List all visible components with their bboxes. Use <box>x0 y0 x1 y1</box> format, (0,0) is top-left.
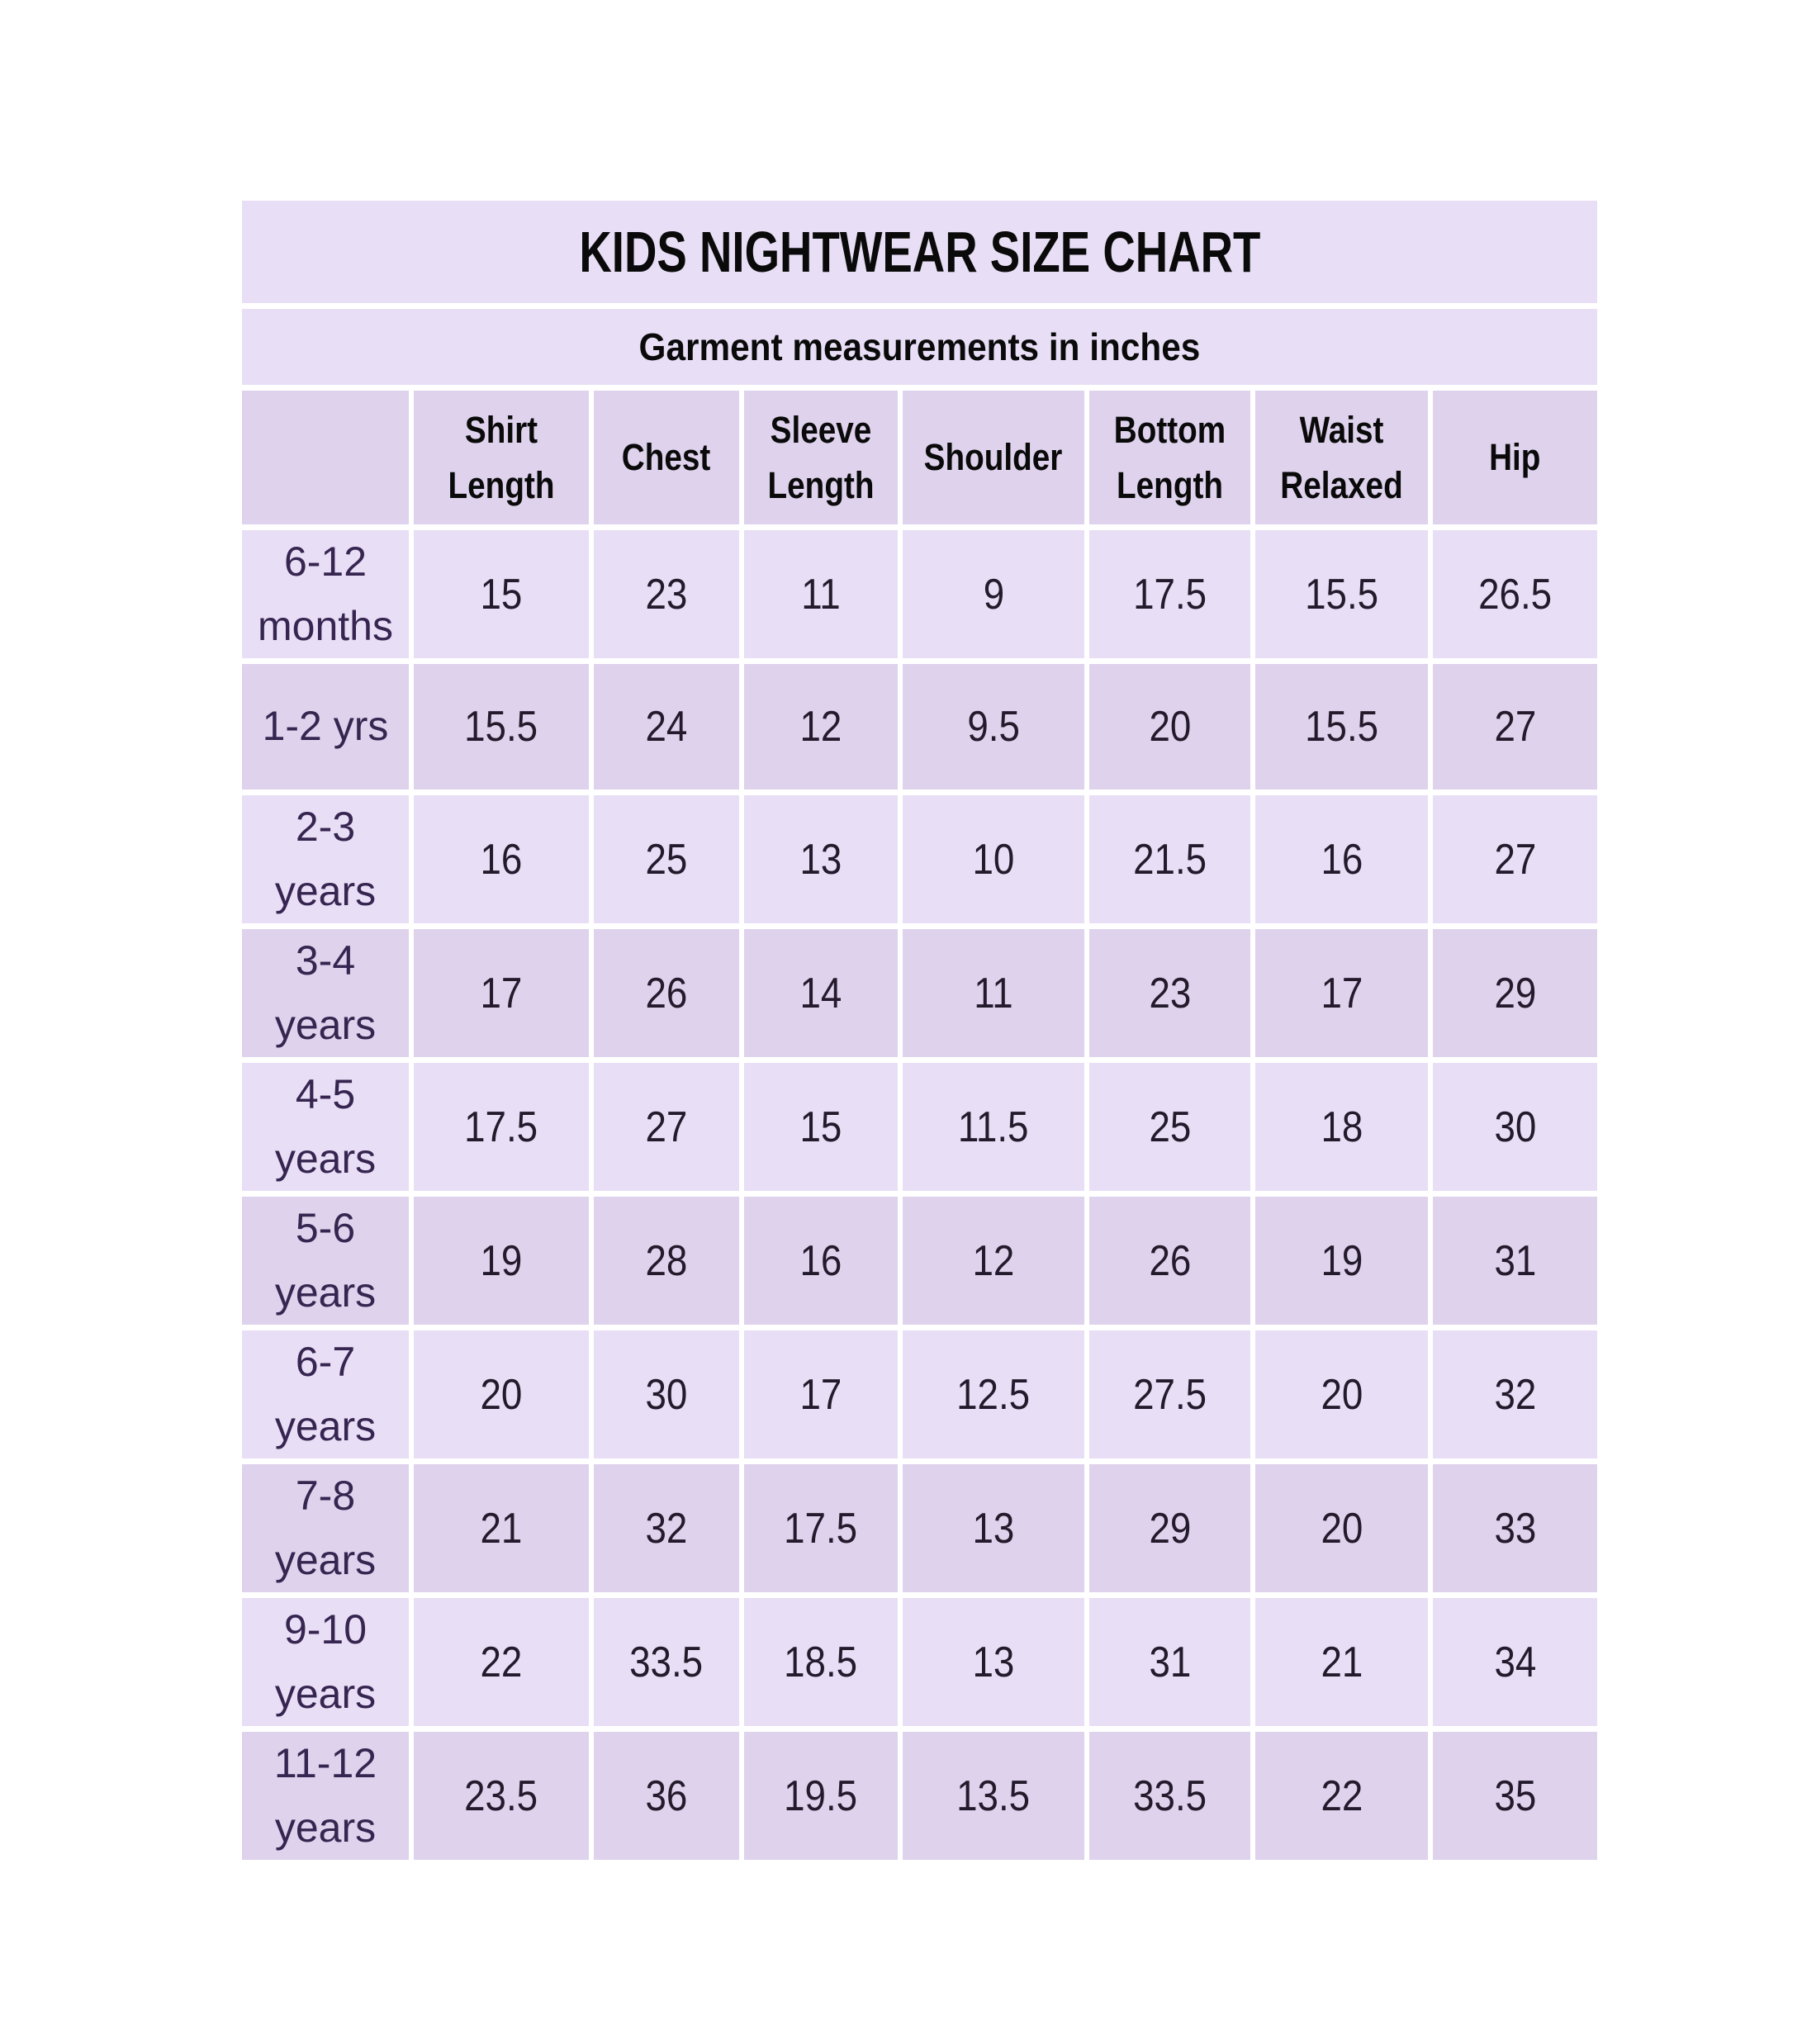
row-label-cell <box>242 1464 409 1592</box>
value-cell <box>594 795 739 923</box>
measurement-value: 27 <box>1494 703 1536 751</box>
measurement-value: 34 <box>1494 1638 1536 1686</box>
value-cell <box>594 1464 739 1592</box>
measurement-value: 12 <box>972 1236 1015 1285</box>
measurement-value: 28 <box>645 1236 688 1285</box>
title-cell <box>242 201 1597 303</box>
value-cell <box>1433 1732 1597 1860</box>
value-cell <box>1433 530 1597 658</box>
row-label-cell <box>242 1330 409 1458</box>
value-cell <box>1255 1598 1428 1726</box>
col-header-chest: Chest <box>594 391 739 524</box>
row-label: 6-7 years <box>274 1339 377 1449</box>
value-cell <box>744 1464 898 1592</box>
measurement-value: 16 <box>799 1236 842 1285</box>
row-label: 2-3 years <box>274 804 377 914</box>
value-cell <box>1089 1464 1250 1592</box>
measurement-value: 21 <box>1321 1638 1363 1686</box>
value-cell <box>1089 1598 1250 1726</box>
measurement-value: 15.5 <box>1304 570 1379 619</box>
col-header-hip: Hip <box>1433 391 1597 524</box>
measurement-value: 19 <box>480 1236 523 1285</box>
value-cell <box>414 1732 589 1860</box>
measurement-value: 30 <box>1494 1103 1536 1151</box>
value-cell <box>1255 1197 1428 1325</box>
value-cell <box>1433 1598 1597 1726</box>
measurement-value: 9 <box>983 570 1004 619</box>
measurement-value: 15.5 <box>1304 703 1379 751</box>
value-cell <box>1255 530 1428 658</box>
value-cell <box>1433 664 1597 790</box>
value-cell <box>903 1063 1084 1191</box>
measurement-value: 22 <box>1321 1771 1363 1820</box>
value-cell <box>1255 1063 1428 1191</box>
value-cell <box>594 1598 739 1726</box>
measurement-value: 16 <box>1321 835 1363 884</box>
measurement-value: 24 <box>645 703 688 751</box>
value-cell <box>903 530 1084 658</box>
value-cell <box>414 1330 589 1458</box>
measurement-value: 19 <box>1321 1236 1363 1285</box>
measurement-value: 31 <box>1494 1236 1536 1285</box>
measurement-value: 11.5 <box>958 1103 1029 1151</box>
measurement-value: 35 <box>1494 1771 1536 1820</box>
measurement-value: 26.5 <box>1477 570 1553 619</box>
col-header-sleeve-length: Sleeve Length <box>744 391 898 524</box>
value-cell <box>1433 1330 1597 1458</box>
measurement-value: 10 <box>972 835 1015 884</box>
value-cell <box>744 795 898 923</box>
measurement-value: 18.5 <box>784 1638 858 1686</box>
value-cell <box>1089 795 1250 923</box>
measurement-value: 15 <box>799 1103 842 1151</box>
value-cell <box>594 530 739 658</box>
measurement-value: 13 <box>972 1504 1015 1553</box>
value-cell <box>903 1330 1084 1458</box>
measurement-value: 36 <box>645 1771 688 1820</box>
value-cell <box>1089 664 1250 790</box>
table-row <box>242 530 1597 658</box>
corner-cell <box>242 391 409 524</box>
col-header-shoulder: Shoulder <box>903 391 1084 524</box>
value-cell <box>1089 1330 1250 1458</box>
table-row <box>242 1063 1597 1191</box>
row-label-cell <box>242 530 409 658</box>
row-label: 9-10 years <box>274 1606 377 1717</box>
table-row <box>242 1464 1597 1592</box>
measurement-value: 17.5 <box>464 1103 538 1151</box>
value-cell <box>414 1464 589 1592</box>
measurement-value: 12 <box>799 703 842 751</box>
value-cell <box>594 1732 739 1860</box>
row-label-cell <box>242 664 409 790</box>
value-cell <box>903 664 1084 790</box>
value-cell <box>1433 1063 1597 1191</box>
row-label-cell <box>242 1197 409 1325</box>
value-cell <box>903 929 1084 1057</box>
row-label-cell <box>242 929 409 1057</box>
table-row <box>242 1598 1597 1726</box>
value-cell <box>903 795 1084 923</box>
table-row <box>242 929 1597 1057</box>
measurement-value: 32 <box>1494 1370 1536 1419</box>
value-cell <box>744 929 898 1057</box>
value-cell <box>1089 1063 1250 1191</box>
value-cell <box>1089 1197 1250 1325</box>
chart-title: KIDS NIGHTWEAR SIZE CHART <box>578 220 1261 284</box>
value-cell <box>1255 1732 1428 1860</box>
measurement-value: 17 <box>799 1370 842 1419</box>
measurement-value: 33 <box>1494 1504 1536 1553</box>
measurement-value: 23 <box>645 570 688 619</box>
value-cell <box>1433 1197 1597 1325</box>
value-cell <box>594 1197 739 1325</box>
measurement-value: 20 <box>1321 1370 1363 1419</box>
measurement-value: 13 <box>799 835 842 884</box>
measurement-value: 33.5 <box>1132 1771 1207 1820</box>
measurement-value: 29 <box>1149 1504 1191 1553</box>
measurement-value: 33.5 <box>629 1638 704 1686</box>
value-cell <box>1089 1732 1250 1860</box>
measurement-value: 23.5 <box>464 1771 538 1820</box>
measurement-value: 9.5 <box>967 703 1020 751</box>
row-label-cell <box>242 795 409 923</box>
value-cell <box>744 530 898 658</box>
value-cell <box>744 664 898 790</box>
measurement-value: 13.5 <box>956 1771 1031 1820</box>
row-label-cell <box>242 1063 409 1191</box>
header-row <box>242 391 1597 524</box>
row-label: 5-6 years <box>274 1205 377 1316</box>
table-row <box>242 664 1597 790</box>
value-cell <box>1433 929 1597 1057</box>
measurement-value: 20 <box>1149 703 1191 751</box>
measurement-value: 18 <box>1321 1103 1363 1151</box>
subtitle-row <box>242 309 1597 385</box>
value-cell <box>903 1464 1084 1592</box>
value-cell <box>1255 929 1428 1057</box>
table-row <box>242 795 1597 923</box>
measurement-value: 22 <box>480 1638 523 1686</box>
value-cell <box>594 664 739 790</box>
measurement-value: 27 <box>1494 835 1536 884</box>
value-cell <box>594 1063 739 1191</box>
value-cell <box>744 1063 898 1191</box>
measurement-value: 17 <box>480 969 523 1017</box>
value-cell <box>594 1330 739 1458</box>
measurement-value: 20 <box>480 1370 523 1419</box>
value-cell <box>744 1197 898 1325</box>
measurement-value: 21 <box>480 1504 523 1553</box>
measurement-value: 11 <box>801 570 841 619</box>
title-row <box>242 201 1597 303</box>
value-cell <box>1089 929 1250 1057</box>
measurement-value: 15 <box>480 570 523 619</box>
value-cell <box>1255 1330 1428 1458</box>
value-cell <box>1255 1464 1428 1592</box>
value-cell <box>1089 530 1250 658</box>
measurement-value: 14 <box>799 969 842 1017</box>
value-cell <box>414 929 589 1057</box>
measurement-value: 19.5 <box>784 1771 858 1820</box>
measurement-value: 26 <box>1149 1236 1191 1285</box>
subtitle-cell <box>242 309 1597 385</box>
value-cell <box>903 1598 1084 1726</box>
measurement-value: 20 <box>1321 1504 1363 1553</box>
value-cell <box>744 1732 898 1860</box>
value-cell <box>414 1598 589 1726</box>
measurement-value: 21.5 <box>1132 835 1207 884</box>
measurement-value: 29 <box>1494 969 1536 1017</box>
value-cell <box>744 1598 898 1726</box>
value-cell <box>903 1732 1084 1860</box>
table-row <box>242 1732 1597 1860</box>
measurement-value: 17 <box>1321 969 1363 1017</box>
measurement-value: 26 <box>645 969 688 1017</box>
value-cell <box>414 1063 589 1191</box>
row-label: 4-5 years <box>274 1071 377 1182</box>
row-label: 6-12 months <box>258 538 393 649</box>
table-row <box>242 1197 1597 1325</box>
measurement-value: 16 <box>480 835 523 884</box>
table-body <box>242 530 1597 1860</box>
col-header-shirt-length: Shirt Length <box>414 391 589 524</box>
table-row <box>242 1330 1597 1458</box>
value-cell <box>414 664 589 790</box>
measurement-value: 30 <box>645 1370 688 1419</box>
measurement-value: 23 <box>1149 969 1191 1017</box>
measurement-value: 31 <box>1149 1638 1191 1686</box>
value-cell <box>1255 664 1428 790</box>
value-cell <box>414 795 589 923</box>
row-label-cell <box>242 1732 409 1860</box>
measurement-value: 27 <box>645 1103 688 1151</box>
row-label: 7-8 years <box>274 1473 377 1583</box>
chart-subtitle: Garment measurements in inches <box>638 325 1201 368</box>
row-label-cell <box>242 1598 409 1726</box>
col-header-waist-relaxed: Waist Relaxed <box>1255 391 1428 524</box>
measurement-value: 32 <box>645 1504 688 1553</box>
value-cell <box>744 1330 898 1458</box>
col-header-bottom-length: Bottom Length <box>1089 391 1250 524</box>
measurement-value: 17.5 <box>1132 570 1207 619</box>
measurement-value: 12.5 <box>956 1370 1031 1419</box>
measurement-value: 11 <box>974 969 1013 1017</box>
value-cell <box>1255 795 1428 923</box>
value-cell <box>414 1197 589 1325</box>
measurement-value: 13 <box>972 1638 1015 1686</box>
measurement-value: 27.5 <box>1132 1370 1207 1419</box>
value-cell <box>903 1197 1084 1325</box>
value-cell <box>594 929 739 1057</box>
measurement-value: 25 <box>1149 1103 1191 1151</box>
row-label: 1-2 yrs <box>262 703 389 750</box>
row-label: 3-4 years <box>274 937 377 1048</box>
measurement-value: 17.5 <box>784 1504 858 1553</box>
value-cell <box>1433 1464 1597 1592</box>
value-cell <box>414 530 589 658</box>
measurement-value: 15.5 <box>464 703 538 751</box>
measurement-value: 25 <box>645 835 688 884</box>
value-cell <box>1433 795 1597 923</box>
row-label: 11-12 years <box>273 1740 377 1851</box>
size-chart-table <box>237 195 1602 1866</box>
